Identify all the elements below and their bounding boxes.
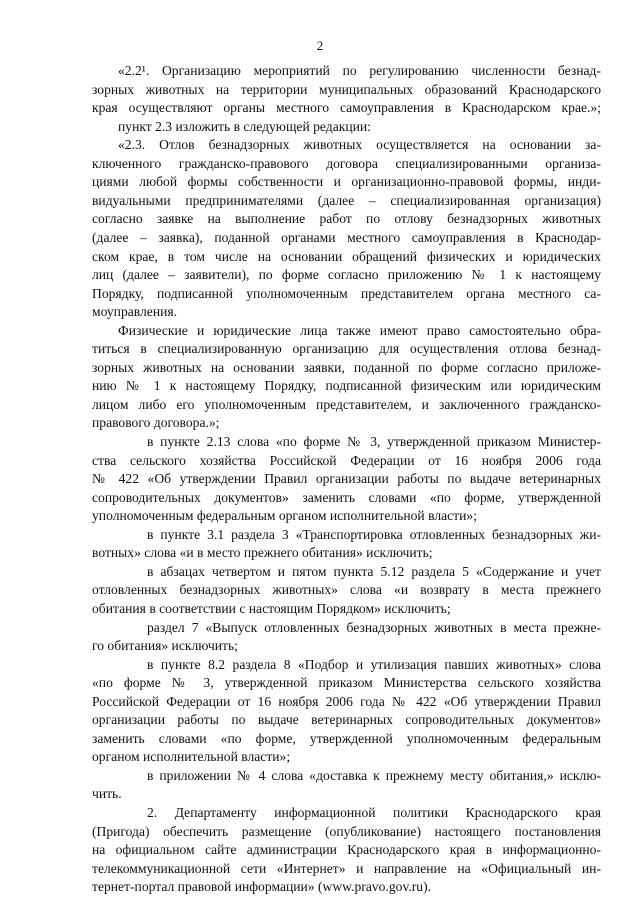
text-line: № 422 «Об утверждении Правил организации работы по выдаче ветеринарных [92,471,601,486]
text-line: сопроводительных документов» заменить словами «по форме, утвержденной [92,490,601,505]
text-line: зорных животных на основании заявки, поданной по форме согласно приложе- [92,360,601,375]
text-line: циями любой формы собственности и организационно-правовой формы, инди- [92,174,601,189]
text-line: отловленных безнадзорных животных» слова «и возврату в места прежнего [92,582,601,597]
text-line: «2.3. Отлов безнадзорных животных осуществляется на основании за- [118,137,601,152]
text-line: организации работы по выдаче ветеринарных сопроводительных документов» [92,712,601,727]
text-line: раздел 7 «Выпуск отловленных безнадзорных животных в места прежне- [147,620,601,635]
text-line: в абзацах четвертом и пятом пункта 5.12 раздела 5 «Содержание и учет [147,564,601,579]
text-line: титься в специализированную организацию для осуществления отлова безнад- [92,341,601,356]
text-line: ключенного гражданско-правового договора специализированными организа- [92,156,601,171]
text-line: ства сельского хозяйства Российской Федерации от 16 ноября 2006 года [92,453,601,468]
text-line: тернет-портал правовой информации» (www.pravo.gov.ru). [92,879,432,894]
text-line: моуправления. [92,304,178,319]
text-line: Порядку, подписанной уполномоченным представителем органа местного са- [92,286,601,301]
text-line: на официальном сайте администрации Краснодарского края в информационно- [92,842,601,857]
text-line: зорных животных на территории муниципальных образований Краснодарского [92,82,601,97]
text-line: согласно заявке на выполнение работ по отлову безнадзорных животных [92,211,601,226]
text-line: Физические и юридические лица также имеют право самостоятельно обра- [118,323,601,338]
text-line: обитания в соответствии с настоящим Порядком» исключить; [92,601,451,616]
text-line: края осуществляют органы местного самоуправления в Краснодарском крае.»; [92,100,601,115]
text-line: нию № 1 к настоящему Порядку, подписанной физическим или юридическим [92,378,601,393]
text-line: телекоммуникационной сети «Интернет» и направление на «Официальный ин- [92,861,601,876]
text-line: уполномоченным федеральным органом исполнительной власти»; [92,508,477,523]
text-line: Российской Федерации от 16 ноября 2006 года № 422 «Об утверждении Правил [92,694,601,709]
text-line: в пункте 2.13 слова «по форме № 3, утвержденной приказом Министер- [147,434,601,449]
text-line: (Пригода) обеспечить размещение (опубликование) настоящего постановления [92,824,601,839]
text-line: (далее – заявка), поданной органами местного самоуправления в Краснодар- [92,230,601,245]
text-line: в приложении № 4 слова «доставка к прежнему месту обитания,» исклю- [147,768,601,783]
text-line: ском крае, в том числе на основании обращений физических и юридических [92,249,601,264]
text-line: вотных» слова «и в место прежнего обитания» исключить; [92,545,433,560]
text-line: правового договора.»; [92,415,220,430]
text-line: «2.2¹. Организацию мероприятий по регулированию численности безнад- [118,63,601,78]
page-number: 2 [316,38,324,53]
text-line: в пункте 8.2 раздела 8 «Подбор и утилизация павших животных» слова [147,657,601,672]
text-line: в пункте 3.1 раздела 3 «Транспортировка отловленных безнадзорных жи- [147,527,601,542]
text-line: лиц (далее – заявители), по форме согласно приложению № 1 к настоящему [92,267,601,282]
text-line: «по форме № 3, утвержденной приказом Министерства сельского хозяйства [92,675,601,690]
text-line: заменить словами «по форме, утвержденной уполномоченным федеральным [92,731,601,746]
text-line: пункт 2.3 изложить в следующей редакции: [118,119,371,134]
text-line: го обитания» исключить; [92,638,238,653]
text-line: органом исполнительной власти»; [92,749,291,764]
text-line: лицом либо его уполномоченным представителем, и заключенного гражданско- [92,397,601,412]
text-line: 2. Департаменту информационной политики Краснодарского края [147,805,601,820]
text-line: видуальными предпринимателями (далее – специализированная организация) [92,193,601,208]
text-line: чить. [92,786,122,801]
